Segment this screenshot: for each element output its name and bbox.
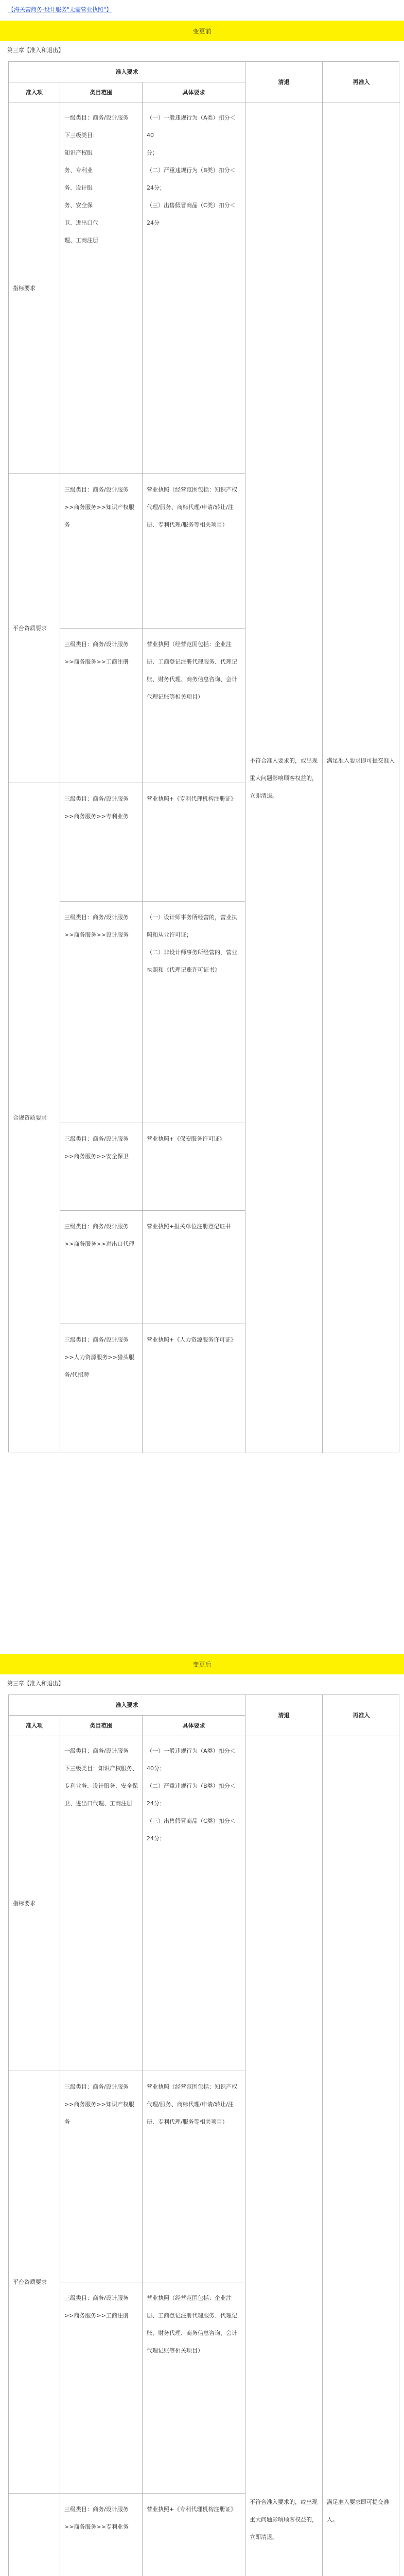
category-platform-2: 三级类目：商务/设计服务>>商务服务>>工商注册 xyxy=(60,629,143,783)
category-compliance-4: 三级类目：商务/设计服务>>商务服务>>进出口代理 xyxy=(60,1211,143,1324)
category-platform-1: 三级类目：商务/设计服务>>商务服务>>知识产权服务 xyxy=(60,474,143,629)
change-before-bar xyxy=(0,21,404,41)
entry-platform: 平台资质要求 xyxy=(9,474,60,783)
requirement-platform-1: 营业执照（经营范围包括：知识产权代理/服务、商标代理/申请/转让/注册、专利代理/服务等相关项目） xyxy=(143,474,245,629)
entry-metric: 指标要求 xyxy=(9,1736,60,2071)
requirement-compliance-2: （一）设计师事务所经营的，营业执照和从业许可证； （二）非设计师事务所经营的，营业执照和《代理记账许可证书》 xyxy=(143,902,245,1123)
col-readmit-header: 再准入 xyxy=(323,62,400,103)
col-clear-header: 清退 xyxy=(245,1695,323,1736)
readmit-policy: 满足准入要求即可提交准入。 xyxy=(327,2499,389,2523)
col-entry-header: 准入项 xyxy=(9,1716,60,1736)
rules-table-before xyxy=(8,61,399,1452)
requirement-compliance-1: 营业执照+《专利代理机构注册证》 xyxy=(143,2494,245,2576)
category-compliance-1: 三级类目：商务/设计服务>>商务服务>>专利业务 xyxy=(60,2494,143,2576)
requirement-compliance-5: 营业执照+《人力资源服务许可证》 xyxy=(143,1324,245,1453)
table-top-header: 准入要求 xyxy=(9,62,245,82)
change-after-bar xyxy=(0,1654,404,1674)
entry-platform: 平台资质要求 xyxy=(9,2071,60,2494)
rules-table-after xyxy=(8,1694,399,2576)
category-metric: 一级类目：商务/设计服务 下三级类目： 知识产权服 务、专利业 务、设计服 务、安全保 卫、进出口代 理、工商注册 xyxy=(60,103,143,474)
col-clear-header: 清退 xyxy=(245,62,323,103)
col-readmit-header: 再准入 xyxy=(323,1695,400,1736)
category-compliance-5: 三级类目：商务/设计服务>>人力资源服务>>猎头服务/代招聘 xyxy=(60,1324,143,1453)
entry-compliance: 合规资质要求 xyxy=(9,783,60,1453)
requirement-metric: （一）一般违规行为（A类）扣分＜40 分； （二）严重违规行为（B类）扣分＜24分； （三）出售假冒商品（C类）扣分＜24分 xyxy=(143,103,245,474)
category-metric: 一级类目：商务/设计服务 下三级类目：知识产权服务、专利业务、设计服务、安全保卫、进出口代理、工商注册 xyxy=(60,1736,143,2071)
col-requirement-header: 具体要求 xyxy=(143,82,245,103)
category-compliance-3: 三级类目：商务/设计服务>>商务服务>>安全保卫 xyxy=(60,1123,143,1211)
bar-label: 变更后 xyxy=(192,1660,212,1668)
col-category-header: 类目范围 xyxy=(60,1716,143,1736)
requirement-metric: （一）一般违规行为（A类）扣分＜40分； （二）严重违规行为（B类）扣分＜24分； （三）出售假冒商品（C类）扣分＜24分； xyxy=(143,1736,245,2071)
col-category-header: 类目范围 xyxy=(60,82,143,103)
category-compliance-1: 三级类目：商务/设计服务>>商务服务>>专利业务 xyxy=(60,783,143,902)
section-title: 第三章【准入和退出】 xyxy=(7,47,64,54)
category-platform-1: 三级类目：商务/设计服务>>商务服务>>知识产权服务 xyxy=(60,2071,143,2282)
entry-compliance xyxy=(9,2494,60,2576)
entry-metric: 指标要求 xyxy=(9,103,60,474)
requirement-platform-2: 营业执照（经营范围包括：企业注册、工商登记注册代理服务、代理记账、财务代理、商务信息咨询、会计代理记账等相关项目） xyxy=(143,2282,245,2494)
table-top-header: 准入要求 xyxy=(9,1695,245,1716)
section-title: 第三章【准入和退出】 xyxy=(7,1680,64,1687)
clear-policy: 不符合准入要求的，或出现重大问题影响顾客权益的，立即清退。 xyxy=(245,1736,323,2576)
bar-label: 变更前 xyxy=(192,27,212,35)
readmit-policy: 满足准入要求即可提交准入 xyxy=(327,757,395,764)
col-entry-header: 准入项 xyxy=(9,82,60,103)
requirement-platform-2: 营业执照（经营范围包括：企业注册、工商登记注册代理服务、代理记账、财务代理、商务信息咨询、会计代理记账等相关项目） xyxy=(143,629,245,783)
header-link[interactable]: 【海关营商务-设计服务"无需营业执照"】 xyxy=(8,6,112,13)
clear-policy: 不符合准入要求的，或出现重大问题影响顾客权益的，立即清退。 xyxy=(245,103,323,1453)
category-compliance-2: 三级类目：商务/设计服务>>商务服务>>设计服务 xyxy=(60,902,143,1123)
col-requirement-header: 具体要求 xyxy=(143,1716,245,1736)
requirement-platform-1: 营业执照（经营范围包括：知识产权代理/服务、商标代理/申请/转让/注册、专利代理/服务等相关项目） xyxy=(143,2071,245,2282)
requirement-compliance-4: 营业执照+报关单位注册登记证书 xyxy=(143,1211,245,1324)
category-platform-2: 三级类目：商务/设计服务>>商务服务>>工商注册 xyxy=(60,2282,143,2494)
requirement-compliance-1: 营业执照+《专利代理机构注册证》 xyxy=(143,783,245,902)
requirement-compliance-3: 营业执照+《保安服务许可证》 xyxy=(143,1123,245,1211)
